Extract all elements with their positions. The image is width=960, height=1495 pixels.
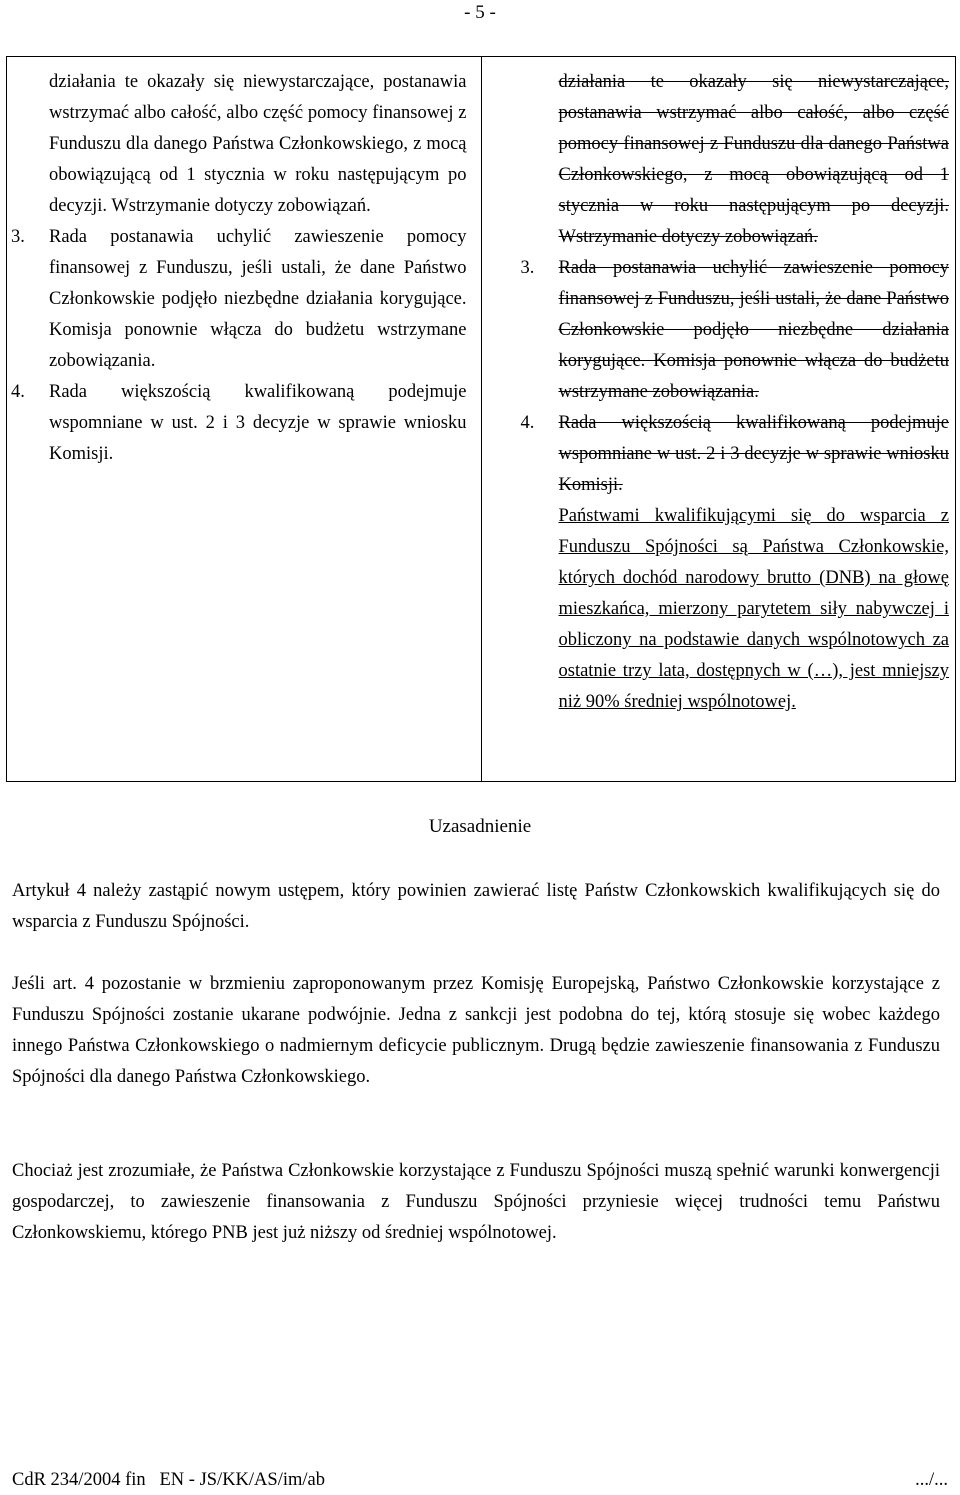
right-item-4-text: Rada większością kwalifikowaną podejmuje wspomniane w ust. 2 i 3 decyzje w sprawie wniosku Komisji. [558, 413, 949, 495]
document-reference: CdR 234/2004 fin EN - JS/KK/AS/im/ab [12, 1470, 325, 1490]
page-number: - 5 - [464, 2, 496, 23]
original-text-column [7, 57, 482, 782]
right-item-3-deleted [520, 253, 950, 408]
left-item-4-number: 4. [11, 382, 25, 402]
continuation-marker: .../... [915, 1470, 948, 1490]
comparison-table [6, 56, 956, 782]
left-intro: działania te okazały się niewystarczające, postanawia wstrzymać albo całość, albo część pomocy finansowej z Funduszu dla danego Państwa Członkowskiego, z mocą obowiązującą od 1 stycznia w roku następującym po decyzji. Wstrzymanie dotyczy zobowiązań. [49, 72, 467, 216]
left-item-4 [11, 377, 467, 470]
amended-text-column [481, 57, 956, 782]
right-item-4-deleted [520, 408, 950, 501]
right-intro-deleted: działania te okazały się niewystarczające, postanawia wstrzymać albo całość, albo część pomocy finansowej z Funduszu dla danego Państwa Członkowskiego, z mocą obowiązującą od 1 stycznia w roku następującym po decyzji. Wstrzymanie dotyczy zobowiązań. [558, 72, 949, 247]
left-item-3-text: Rada postanawia uchylić zawieszenie pomocy finansowej z Funduszu, jeśli ustali, że dane Państwo Członkowskie podjęło niezbędne działania korygujące. Komisja ponownie włącza do budżetu wstrzymane zobowiązania. [49, 227, 467, 371]
justification-paragraph-3: Chociaż jest zrozumiałe, że Państwa Członkowskie korzystające z Funduszu Spójności muszą spełnić warunki konwergencji gospodarczej, to zawieszenie finansowania z Funduszu Spójności przyniesie więcej trudności temu Państwu Członkowskiemu, którego PNB jest już niższy od średniej wspólnotowej. [12, 1161, 940, 1243]
right-item-3-text: Rada postanawia uchylić zawieszenie pomocy finansowej z Funduszu, jeśli ustali, że dane Państwo Członkowskie podjęło niezbędne działania korygujące. Komisja ponownie włącza do budżetu wstrzymane zobowiązania. [558, 258, 949, 402]
right-item-4-number: 4. [520, 413, 535, 433]
left-item-3-number: 3. [11, 227, 25, 247]
right-item-3-number: 3. [520, 258, 535, 278]
left-item-3 [11, 222, 467, 377]
justification-paragraph-1: Artykuł 4 należy zastąpić nowym ustępem, który powinien zawierać listę Państw Członkowskich kwalifikujących się do wsparcia z Funduszu Spójności. [12, 881, 940, 932]
right-new-text-inserted: Państwami kwalifikującymi się do wsparcia z Funduszu Spójności są Państwa Członkowskie, których dochód narodowy brutto (DNB) na głowę mieszkańca, mierzony parytetem siły nabywczej i obliczony na podstawie danych wspólnotowych za ostatnie trzy lata, dostępnych w (…), jest mniejszy niż 90% średniej wspólnotowej. [558, 506, 949, 712]
justification-heading: Uzasadnienie [428, 816, 532, 837]
left-item-4-text: Rada większością kwalifikowaną podejmuje wspomniane w ust. 2 i 3 decyzje w sprawie wniosku Komisji. [49, 382, 467, 464]
justification-paragraph-2: Jeśli art. 4 pozostanie w brzmieniu zaproponowanym przez Komisję Europejską, Państwo Członkowskie korzystające z Funduszu Spójności zostanie ukarane podwójnie. Jedna z sankcji jest podobna do tej, którą stosuje się wobec każdego innego Państwa Członkowskiego o nadmiernym deficycie publicznym. Drugą będzie zawieszenie finansowania z Funduszu Spójności dla danego Państwa Członkowskiego. [12, 974, 940, 1087]
